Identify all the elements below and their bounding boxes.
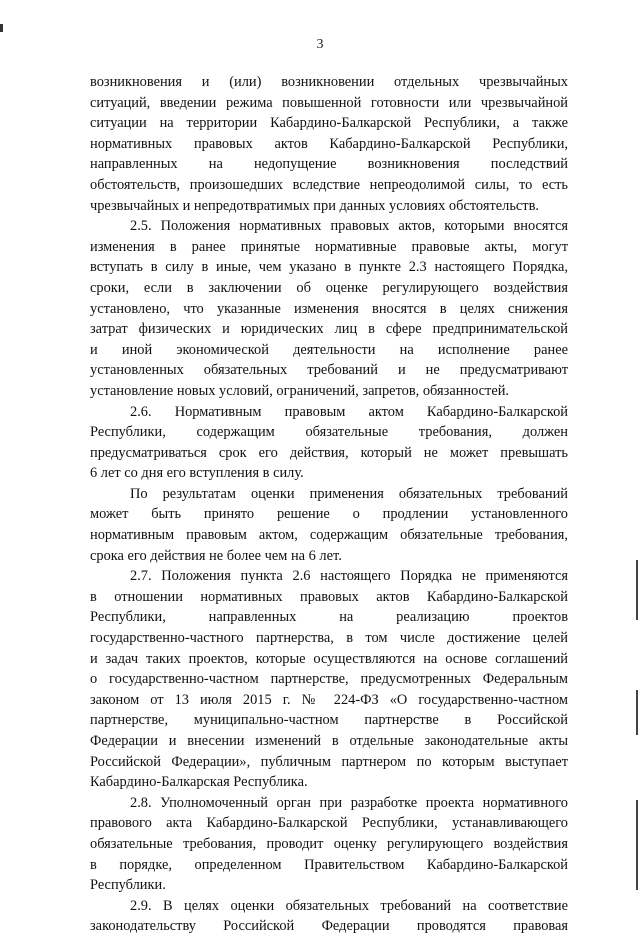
text-line: По результатам оценки применения обязательных требований	[130, 485, 568, 502]
text-line: в отношении нормативных правовых актов Кабардино-Балкарской	[90, 588, 568, 605]
text-line: Российской Федерации», публичным партнером по которым выступает	[90, 753, 568, 770]
text-line: партнерстве, муниципально-частном партнерстве в Российской	[90, 712, 568, 729]
text-line: 2.9. В целях оценки обязательных требований на соответствие	[130, 897, 568, 914]
text-line: Федерации и внесении изменений в отдельные законодательные акты	[90, 733, 568, 749]
text-line: сроки, если в заключении об оценке регулирующего воздействия	[90, 279, 568, 296]
document-body	[90, 72, 568, 937]
paragraph	[90, 793, 568, 896]
text-line: предусматриваться срок его действия, который не может превышать	[90, 444, 568, 461]
text-line: вступать в силу в иные, чем указано в пункте 2.3 настоящего Порядка,	[90, 259, 568, 276]
text-line: 2.6. Нормативным правовым актом Кабардино-Балкарской	[130, 403, 568, 420]
text-line: 2.5. Положения нормативных правовых актов, которыми вносятся	[130, 218, 568, 235]
text-line: о государственно-частном партнерстве, предусмотренных Федеральным	[90, 671, 568, 688]
paragraph	[90, 402, 568, 484]
text-line: и задач таких проектов, которые осуществляются на основе соглашений	[90, 650, 568, 667]
text-line: обязательные требования, проводит оценку регулирующего воздействия	[90, 835, 568, 852]
text-line: нормативных правовых актов Кабардино-Балкарской Республики,	[90, 135, 568, 152]
paragraph	[90, 216, 568, 401]
text-line: установлено, что указанные изменения вносятся в целях снижения	[90, 300, 568, 317]
text-line: чрезвычайных и непредотвратимых при данных условиях обстоятельств.	[90, 197, 539, 214]
scan-edge-artifact	[636, 560, 638, 620]
text-line: ситуаций, введении режима повышенной готовности или чрезвычайной	[90, 94, 568, 111]
text-line: в порядке, определенном Правительством Кабардино-Балкарской	[90, 856, 568, 873]
text-line: государственно-частного партнерства, в том числе достижение целей	[90, 630, 568, 647]
text-line: установленных обязательных требований и не предусматривают	[90, 362, 568, 379]
page-number: 3	[316, 37, 324, 52]
text-line: 6 лет со дня его вступления в силу.	[90, 465, 304, 482]
text-line: ситуации на территории Кабардино-Балкарской Республики, а также	[90, 115, 568, 132]
text-line: изменения в ранее принятые нормативные правовые акты, могут	[90, 238, 568, 255]
text-line: возникновения и (или) возникновении отдельных чрезвычайных	[90, 74, 568, 90]
text-line: срока его действия не более чем на 6 лет.	[90, 547, 342, 564]
text-line: правового акта Кабардино-Балкарской Республики, устанавливающего	[90, 815, 568, 832]
text-line: и иной экономической деятельности на исполнение ранее	[90, 341, 568, 358]
text-line: Кабардино-Балкарская Республика.	[90, 774, 308, 791]
text-line: установление новых условий, ограничений, запретов, обязанностей.	[90, 382, 510, 399]
paragraph	[90, 484, 568, 566]
text-line: обстоятельств, произошедших вследствие непреодолимой силы, то есть	[90, 176, 568, 193]
scan-edge-artifact	[636, 800, 638, 890]
text-line: 2.7. Положения пункта 2.6 настоящего Порядка не применяются	[130, 568, 568, 585]
paragraph	[90, 72, 568, 216]
text-line: законодательству Российской Федерации проводятся правовая	[90, 918, 568, 935]
text-line: Республики, направленных на реализацию проектов	[90, 609, 568, 626]
text-line: направленных на недопущение возникновения последствий	[90, 156, 568, 173]
text-line: может быть принято решение о продлении установленного	[90, 506, 568, 523]
text-line: Республики.	[90, 877, 166, 894]
text-line: затрат физических и юридических лиц в сфере предпринимательской	[90, 321, 568, 338]
text-line: Республики, содержащим обязательные требования, должен	[90, 424, 568, 441]
text-line: нормативным правовым актом, содержащим обязательные требования,	[90, 527, 568, 544]
scan-mark	[0, 24, 3, 32]
text-line: 2.8. Уполномоченный орган при разработке проекта нормативного	[130, 794, 568, 811]
scan-edge-artifact	[636, 690, 638, 735]
text-line: законом от 13 июля 2015 г. № 224-ФЗ «О государственно-частном	[90, 691, 568, 708]
paragraph	[90, 896, 568, 937]
paragraph	[90, 566, 568, 793]
